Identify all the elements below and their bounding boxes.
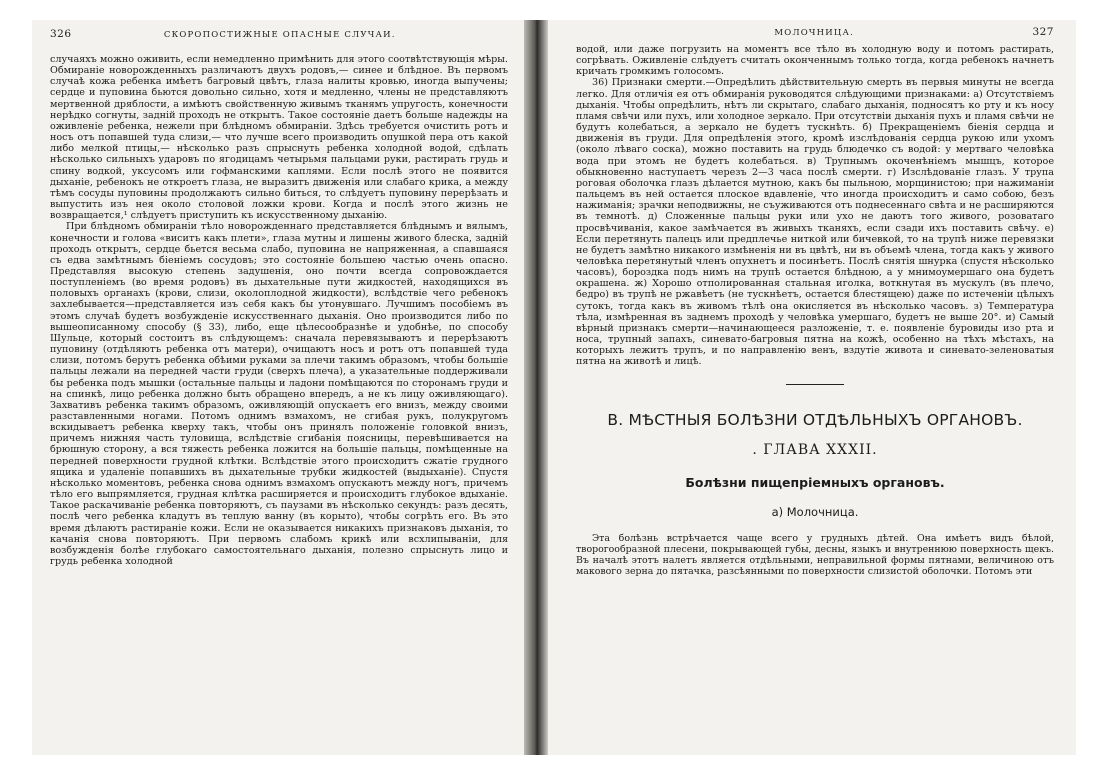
paragraph: 36) Признаки смерти.—Опредѣлить дѣйствительную смерть въ первыя минуты не всегда легко. Для отличія ея отъ обмиранія руководятся слѣдующими признаками: а) Отсутствіемъ дыханія. Чтобы опредѣлить, нѣтъ ли скрытаго, слабаго дыханія, подносятъ ко рту и къ носу пламя свѣчи или пухъ, или холодное зеркало. При отсутствіи дыханія пухъ и пламя свѣчи не будутъ колебаться, а зеркало не будетъ тускнѣть. б) Прекращеніемъ біенія сердца и движенія въ груди. Для опредѣленія этого, кромѣ изслѣдованія сердца рукою или ухомъ (около лѣваго соска), можно поставить на грудь блюдечко съ водой: у мертваго человѣка вода при этомъ не будетъ колебаться. в) Трупнымъ окоченѣніемъ мышцъ, которое обыкновенно наступаетъ черезъ 2—3 часа послѣ смерти. г) Изслѣдованіе глазъ. У трупа роговая оболочка глазъ дѣлается мутною, какъ бы пыльною, морщинистою; при нажиманіи пальцемъ въ ней остается плоское вдавленіе, что иногда происходитъ и само собою, безъ нажиманія; зрачки неподвижны, не съуживаются отъ поднесеннаго свѣта и не расширяются въ темнотѣ. д) Сложенные пальцы руки или ухо не даютъ того живого, розоватаго просвѣчиванія, какое замѣчается въ живыхъ тканяхъ, если сзади ихъ поставить свѣчу. е) Если перетянуть палецъ или предплечье ниткой или бичевкой, то на трупѣ ниже перевязки не будетъ замѣтно никакого измѣненія ни въ цвѣтѣ, ни въ объемѣ члена, тогда какъ у живого человѣка перетянутый членъ опухнетъ и посинѣетъ. Послѣ снятія шнурка (спустя нѣсколько часовъ), бороздка подъ нимъ на трупѣ остается блѣдною, а у мнимоумершаго она будетъ окрашена. ж) Хорошо отполированная стальная иголка, воткнутая въ мускулъ (въ плечо, бедро) въ трупѣ не ржавѣетъ (не тускнѣетъ, остается блестящею) даже по истеченіи цѣлыхъ сутокъ, тогда какъ въ живомъ тѣлѣ она окисляется въ нѣсколько часовъ. з) Температура тѣла, измѣренная въ заднемъ проходѣ у человѣка умершаго, будетъ не выше 20°. и) Самый вѣрный признакъ смерти—начинающееся разложеніе, т. е. появленіе буровиды изо рта и носа, трупный запахъ, синевато-багровыя пятна на кожѣ, особенно на тѣхъ мѣстахъ, на которыхъ лежитъ трупъ, и по направленію венъ, вздутіе живота и синевато-зеленоватыя пятна на животѣ и лицѣ. xyxy=(576,77,1054,368)
subsection-title: Болѣзни пищепріемныхъ органовъ. xyxy=(685,474,945,490)
right-running-head: МОЛОЧНИЦА. xyxy=(774,28,855,38)
right-page-body xyxy=(576,44,1054,368)
book-gutter xyxy=(524,20,548,755)
right-page-header xyxy=(576,26,1054,42)
paragraph: случаяхъ можно оживить, если немедленно примѣнить для этого соотвѣтствующія мѣры. Обмираніе новорожденныхъ различаютъ двухъ родовъ,— синее и блѣдное. Въ первомъ случаѣ кожа ребенка имѣетъ багровый цвѣтъ, глаза налиты кровью, иногда выпучены; сердце и пуповина бьются довольно сильно, хотя и медленно, члены не представляютъ мертвенной дряблости, а имѣютъ свойственную живымъ тканямъ упругость, конечности нерѣдко согнуты, задній проходъ не открытъ. Такое состояніе даетъ больше надежды на оживленіе ребенка, нежели при блѣдномъ обмираніи. Здѣсь требуется очистить ротъ и носъ отъ попавшей туда слизи,— что лучше всего производить опушкой пера отъ какой либо мелкой птицы,— нѣсколько разъ спрыснуть ребенка холодной водой, сдѣлать нѣсколько сильныхъ ударовъ по ягодицамъ четырьмя пальцами руки, растирать грудь и спину водкой, уксусомъ или гофманскими каплями. Если послѣ этого не появится дыханіе, ребенокъ не откроетъ глаза, не выразитъ движенія или слабаго крика, а между тѣмъ сосуды пуповины продолжаютъ сильно биться, то слѣдуетъ пуповину перерѣзать и выпустить изъ нея около столовой ложки крови. Когда и послѣ этого жизнь не возвращается,¹ слѣдуетъ приступить къ искусственному дыханію. xyxy=(50,54,508,222)
subsubsection-title: а) Молочница. xyxy=(771,504,859,519)
left-running-head: СКОРОПОСТИЖНЫЕ ОПАСНЫЕ СЛУЧАИ. xyxy=(163,30,396,40)
left-page xyxy=(32,20,524,755)
closing-text xyxy=(576,533,1054,578)
section-title: В. МѢСТНЫЯ БОЛѢЗНИ ОТДѢЛЬНЫХЪ ОРГАНОВЪ. xyxy=(607,410,1023,429)
left-page-number: 326 xyxy=(50,28,72,40)
right-page-number: 327 xyxy=(1032,26,1054,38)
paragraph: При блѣдномъ обмираніи тѣло новорожденнаго представляется блѣднымъ и вялымъ, конечности и голова «виситъ какъ плети», глаза мутны и лишены живого блеска, задній проходъ открытъ, сердце бьется весьма слабо, пуповина не напряженная, а спавшаяся съ едва замѣтнымъ біеніемъ сосудовъ; это состояніе большею частью очень опасно. Представляя высокую степень задушенія, оно почти всегда сопровождается поступленіемъ (во время родовъ) въ дыхательные пути жидкостей, находящихся въ половыхъ органахъ (крови, слизи, околоплодной жидкости), вслѣдствіе чего ребенокъ захлебывается—представляется изъ себя какъ бы утонувшаго. Лучшимъ пособіемъ въ этомъ случаѣ будетъ возбужденіе искусственнаго дыханія. Оно производится либо по вышеописанному способу (§ 33), либо, еще цѣлесообразнѣе и удобнѣе, по способу Шульце, который состоитъ въ слѣдующемъ: сначала перевязываютъ и перерѣзаютъ пуповину (отдѣляютъ ребенка отъ матери), очищаютъ носъ и ротъ отъ попавшей туда слизи, потомъ берутъ ребенка обѣими руками за плечи такимъ образомъ, чтобы большіе пальцы лежали на передней части груди (сверхъ плеча), а указательные поддерживали бы ребенка подъ мышки (остальные пальцы и ладони помѣщаются по сторонамъ груди и на спинкѣ, лицо ребенка должно быть обращено впередъ, а не къ лицу оживляющаго). Захвативъ ребенка такимъ образомъ, оживляющій опускаетъ его внизъ, между своими разставленными ногами. Потомъ однимъ взмахомъ, не сгибая рукъ, полукругомъ вскидываетъ ребенка кверху такъ, чтобы онъ принялъ положеніе головкой внизъ, причемъ нижняя часть туловища, вслѣдствіе сгибанія поясницы, перевѣшивается на брюшную сторону, а вся тяжесть ребенка ложится на большіе пальцы, помѣщенные на передней поверхности грудной клѣтки. Вслѣдствіе этого происходитъ сжатіе грудного ящика и удаленіе попавшихъ въ дыхательные трубки жидкостей (выдыханіе). Спустя нѣсколько моментовъ, ребенка снова однимъ взмахомъ опускаютъ между ногъ, причемъ тѣло его выпрямляется, грудная клѣтка расширяется и происходитъ глубокое вдыханіе. Такое раскачиваніе ребенка повторяютъ, съ паузами въ нѣсколько секундъ: разъ десять, послѣ чего ребенка кладутъ въ теплую ванну (въ корыто), чтобы согрѣть его. Въ это время дѣлаютъ растираніе кожи. Если не оказывается никакихъ признаковъ дыханія, то качанія снова повторяютъ. При первомъ слабомъ крикѣ или всхлипываніи, для возбужденія болѣе глубокаго самостоятельнаго дыханія, полезно спрыснуть лицо и грудь ребенка холодной xyxy=(50,221,508,568)
left-page-body xyxy=(50,54,508,567)
section-divider xyxy=(786,384,844,385)
paragraph: водой, или даже погрузить на моментъ все тѣло въ холодную воду и потомъ растирать, согрѣвать. Оживленіе слѣдуетъ считать оконченнымъ только тогда, когда ребенокъ начнетъ кричать громкимъ голосомъ. xyxy=(576,44,1054,78)
paragraph: Эта болѣзнь встрѣчается чаще всего у грудныхъ дѣтей. Она имѣетъ видъ бѣлой, творогообразной плесени, покрывающей губы, десны, языкъ и внутреннюю поверхность щекъ. Въ началѣ этотъ налетъ является отдѣльными, неправильной формы пятнами, величиною отъ макового зерна до пятачка, разсѣянными по поверхности слизистой оболочки. Потомъ эти xyxy=(576,532,1054,578)
book-spread xyxy=(32,20,1076,755)
chapter-title: . ГЛАВА XXXII. xyxy=(752,441,878,458)
right-page xyxy=(548,20,1076,755)
left-page-header xyxy=(50,28,508,44)
